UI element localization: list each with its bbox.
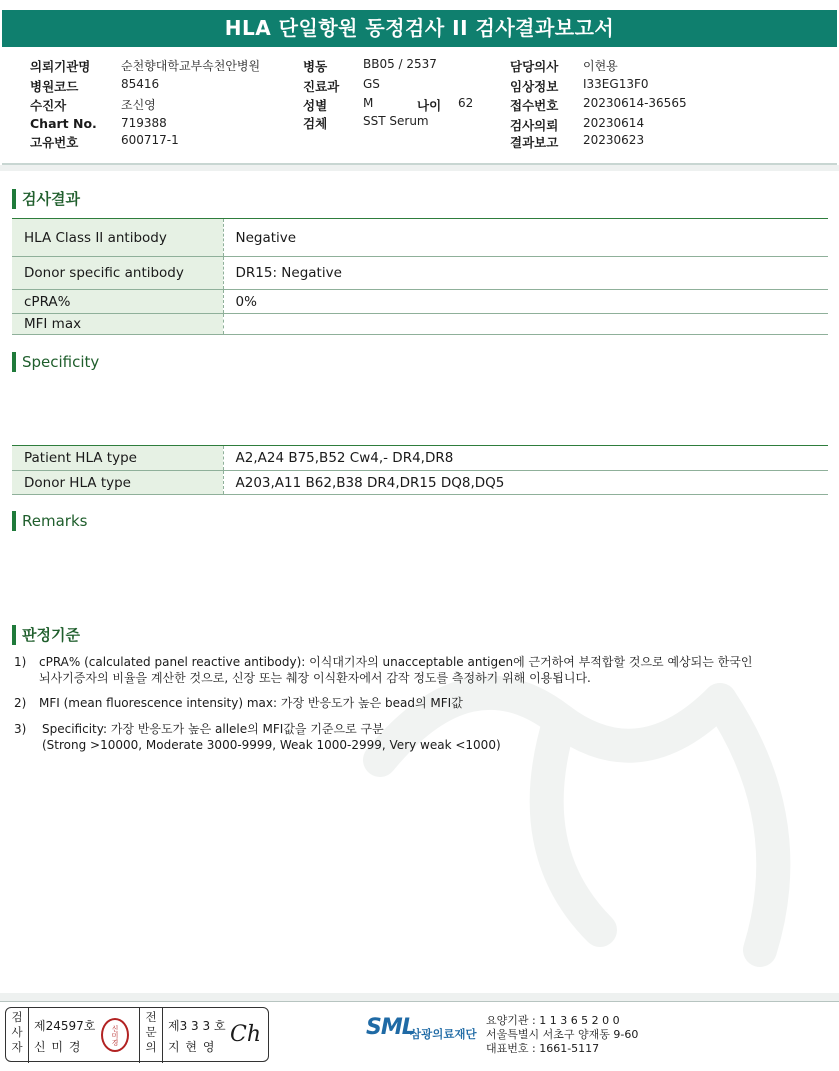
org-phone: 대표번호 : 1661-5117: [486, 1042, 600, 1055]
criteria-heading-text: 판정기준: [22, 626, 80, 644]
result-value: [223, 314, 828, 335]
org-contact: [486, 1014, 638, 1056]
report-title: HLA 단일항원 동정검사 II 검사결과보고서: [2, 10, 837, 47]
ward-label: 병동: [303, 59, 328, 74]
table-row: [12, 257, 828, 290]
specificity-section-heading: [12, 352, 99, 372]
sex-value: M: [363, 96, 374, 110]
result-label: HLA Class II antibody: [12, 219, 223, 257]
results-table: [12, 218, 828, 335]
result-label: cPRA%: [12, 290, 223, 314]
clinical-value: I33EG13F0: [583, 77, 649, 91]
criteria-line: 뇌사기증자의 비율을 계산한 것으로, 신장 또는 췌장 이식환자에서 감작 정도를 측정하기 위해 이용됩니다.: [39, 671, 591, 685]
table-row: [12, 314, 828, 335]
doctor-label: 담당의사: [510, 59, 559, 74]
hla-label: Patient HLA type: [12, 446, 223, 471]
criteria-number: 2): [14, 696, 27, 710]
specimen-value: SST Serum: [363, 114, 429, 128]
result-value: DR15: Negative: [223, 257, 828, 290]
unique-label: 고유번호: [30, 135, 79, 150]
remarks-heading-text: Remarks: [22, 512, 88, 530]
hla-label: Donor HLA type: [12, 471, 223, 495]
reviewer-number: 제3 3 3 호: [168, 1019, 226, 1033]
age-label: 나이: [417, 98, 442, 113]
specificity-heading-text: Specificity: [22, 353, 100, 371]
institution-value: 순천향대학교부속천안병원: [121, 59, 261, 73]
table-row: [12, 219, 828, 257]
criteria-line: MFI (mean fluorescence intensity) max: 가장 반응도가 높은 bead의 MFI값: [39, 696, 463, 710]
table-row: [12, 446, 828, 471]
request-value: 20230614: [583, 116, 645, 130]
report-date-label: 결과보고: [510, 135, 559, 150]
table-row: [12, 290, 828, 314]
result-label: MFI max: [12, 314, 223, 335]
receipt-value: 20230614-36565: [583, 96, 687, 110]
inspector-stamp: [101, 1018, 129, 1052]
criteria-line: Specificity: 가장 반응도가 높은 allele의 MFI값을 기준으로 구분: [42, 722, 384, 736]
hla-value: A2,A24 B75,B52 Cw4,- DR4,DR8: [223, 446, 828, 471]
signature-box: [5, 1007, 269, 1062]
heading-bar: [12, 625, 16, 645]
result-label: Donor specific antibody: [12, 257, 223, 290]
inspector-name: 신 미 경: [34, 1040, 82, 1054]
inspector-number: 제24597호: [34, 1019, 96, 1033]
reviewer-name: 지 현 영: [168, 1040, 216, 1054]
org-name: 삼광의료재단: [410, 1027, 477, 1041]
reviewer-label: 전문의: [145, 1010, 157, 1054]
patient-value: 조신영: [121, 98, 156, 112]
hla-type-table: [12, 445, 828, 495]
heading-bar: [12, 511, 16, 531]
reviewer-signature: Ch: [230, 1022, 262, 1047]
dept-value: GS: [363, 77, 380, 91]
specimen-label: 검체: [303, 116, 328, 131]
table-row: [12, 471, 828, 495]
criteria-line: (Strong >10000, Moderate 3000-9999, Weak 1000-2999, Very weak <1000): [42, 738, 501, 752]
sml-logo-icon: SML: [366, 1015, 415, 1040]
institution-label: 의뢰기관명: [30, 59, 91, 74]
doctor-value: 이현용: [583, 59, 618, 73]
footer-band: [0, 993, 839, 1001]
unique-value: 600717-1: [121, 133, 179, 147]
criteria-number: 3): [14, 722, 27, 736]
dept-label: 진료과: [303, 79, 340, 94]
chart-value: 719388: [121, 116, 167, 130]
hospital-code-label: 병원코드: [30, 79, 79, 94]
results-section-heading: [12, 188, 80, 209]
clinical-label: 임상정보: [510, 79, 559, 94]
hospital-code-value: 85416: [121, 77, 160, 91]
ward-value: BB05 / 2537: [363, 57, 437, 71]
heading-bar: [12, 352, 16, 372]
age-value: 62: [458, 96, 474, 110]
request-label: 검사의뢰: [510, 118, 559, 133]
report-date-value: 20230623: [583, 133, 645, 147]
sex-label: 성별: [303, 98, 328, 113]
patient-label: 수진자: [30, 98, 67, 113]
institution-number: 요양기관 : 1 1 3 6 5 2 0 0: [486, 1014, 620, 1027]
divider-band: [0, 165, 839, 171]
criteria-number: 1): [14, 655, 27, 669]
receipt-label: 접수번호: [510, 98, 559, 113]
stamp-text: 신미경: [111, 1024, 119, 1046]
criteria-section-heading: [12, 624, 80, 645]
result-value: Negative: [223, 219, 828, 257]
results-heading-text: 검사결과: [22, 190, 80, 208]
footer-divider: [0, 1001, 839, 1002]
heading-bar: [12, 189, 16, 209]
patient-info-panel: [0, 52, 839, 164]
result-value: 0%: [223, 290, 828, 314]
org-address: 서울특별시 서초구 양재동 9-60: [486, 1028, 639, 1041]
inspector-label: 검사자: [11, 1010, 23, 1054]
criteria-line: cPRA% (calculated panel reactive antibody): 이식대기자의 unacceptable antigen에 근거하여 부적합할 것으로 예상되는 한국인: [39, 655, 753, 669]
hla-value: A203,A11 B62,B38 DR4,DR15 DQ8,DQ5: [223, 471, 828, 495]
chart-label: Chart No.: [30, 116, 97, 131]
remarks-section-heading: [12, 511, 87, 531]
